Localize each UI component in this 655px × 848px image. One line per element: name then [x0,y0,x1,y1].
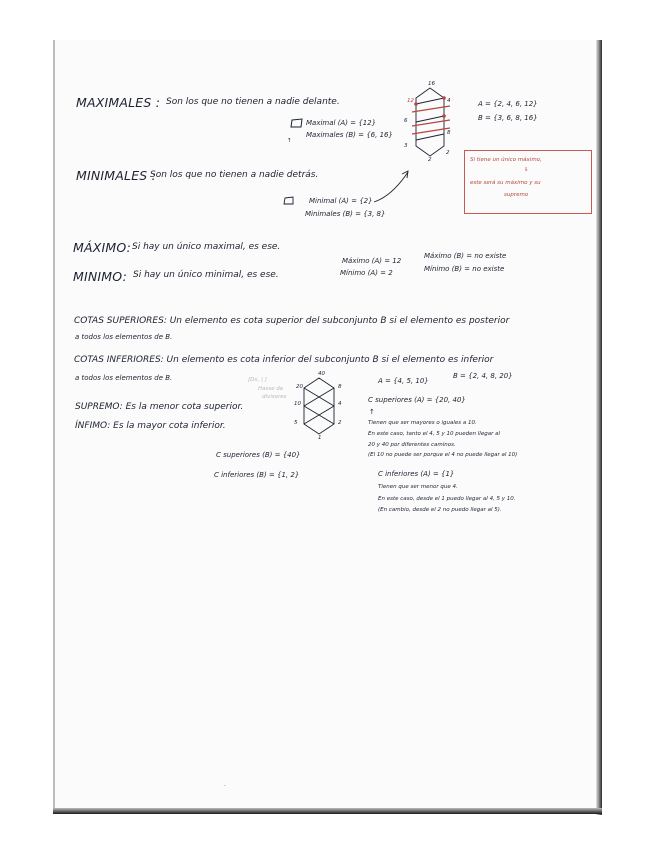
c-inferiores-a: C inferiores (A) = {1} [378,470,455,478]
maximo-title: MÁXIMO: [73,240,132,255]
faint-note: Hasse de [258,386,284,392]
small-mark: ↑ [287,138,292,144]
maximo-b: Máximo (B) = no existe [424,252,507,260]
diagram2-label: 10 [294,401,301,407]
diagram1-label: 4 [447,98,451,104]
minimales-definition: Son los que no tienen a nadie detrás. [150,170,319,180]
cotas-superiores-line2: a todos los elementos de B. [75,333,173,341]
min-shape-icon [283,196,295,206]
cotas-superiores-line1: COTAS SUPERIORES: Un elemento es cota superior del subconjunto B si el elemento es posterior [74,316,510,326]
diagram2-label: 5 [294,420,298,426]
explain-inf-line: Tienen que ser menor que 4. [378,484,458,490]
faint-note: [Dx, | ] [248,377,267,383]
minimales-b: Minimales (B) = {3, 8} [305,210,386,218]
hasse-diagram-1 [402,82,462,162]
diagram1-label: 6 [404,118,408,124]
set-b: B = {2, 4, 8, 20} [453,372,513,380]
arrow-icon [372,168,412,204]
maximales-definition: Son los que no tienen a nadie delante. [166,97,340,107]
diagram2-label: 2 [338,420,342,426]
explain-sup-line: En este caso, tanto el 4, 5 y 10 pueden llegar al [368,431,500,437]
diagram2-label: 20 [296,384,303,390]
diagram1-label: 12 [407,98,414,104]
explain-sup-line: Tienen que ser mayores o iguales a 10. [368,420,477,426]
explain-inf-line: En este caso, desde el 1 puedo llegar al 4, 5 y 10. [378,496,516,502]
note-line: Si tiene un único máximo, [470,157,542,163]
diagram1-label: 2 [428,157,432,163]
infimo-definition: ÍNFIMO: Es la mayor cota inferior. [75,421,226,431]
diagram1-label: 8 [447,130,451,136]
diagram1-label: 2 [446,150,450,156]
diagram2-label: 8 [338,384,342,390]
maximo-definition: Si hay un único maximal, es ese. [132,242,281,252]
maximal-a: Maximal (A) = {12} [306,119,377,127]
minimo-definition: Si hay un único minimal, es ese. [133,270,279,280]
explain-sup-line: 20 y 40 por diferentes caminos. [368,442,456,448]
note-line: supremo [504,192,529,198]
set-a: A = {4, 5, 10} [378,377,429,385]
maximo-a: Máximo (A) = 12 [342,257,402,265]
minimo-title: MINIMO: [73,269,127,284]
max-shape-icon [290,118,304,128]
diagram1-label: 3 [404,143,408,149]
minimal-a: Minimal (A) = {2} [309,197,373,205]
page-right-shadow [596,40,602,815]
page-bottom-shadow [53,808,602,814]
explain-sup-line: (El 10 no puede ser porque el 4 no puede llegar al 10) [368,452,518,458]
diagram1-label: 16 [428,81,435,87]
cotas-inferiores-line2: a todos los elementos de B. [75,374,173,382]
c-superiores-a: C superiores (A) = {20, 40} [368,396,466,404]
note-line: este será su máximo y su [470,180,541,186]
faint-note: divisores [262,394,287,400]
supremo-definition: SUPREMO: Es la menor cota superior. [75,402,244,412]
up-arrow: ↑ [369,408,375,416]
explain-inf-line: (En cambio, desde el 2 no puedo llegar al 5). [378,507,502,513]
note-arrow: ⇓ [524,167,529,173]
page-speck: · [224,783,226,789]
c-inferiores-b: C inferiores (B) = {1, 2} [214,471,300,479]
diagram2-label: 4 [338,401,342,407]
c-superiores-b: C superiores (B) = {40} [216,451,301,459]
diagram2-label: 40 [318,371,325,377]
maximales-title: MAXIMALES : [76,95,161,110]
diagram1-set-a: A = {2, 4, 6, 12} [478,100,538,108]
hasse-diagram-2 [294,372,344,442]
cotas-inferiores-line1: COTAS INFERIORES: Un elemento es cota inferior del subconjunto B si el elemento es inferior [74,355,494,365]
minimales-title: MINIMALES : [76,168,157,183]
maximales-b: Maximales (B) = {6, 16} [306,131,393,139]
diagram2-label: 1 [318,435,322,441]
diagram1-set-b: B = {3, 6, 8, 16} [478,114,538,122]
minimo-b: Mínimo (B) = no existe [424,265,505,273]
minimo-a: Mínimo (A) = 2 [340,269,393,277]
